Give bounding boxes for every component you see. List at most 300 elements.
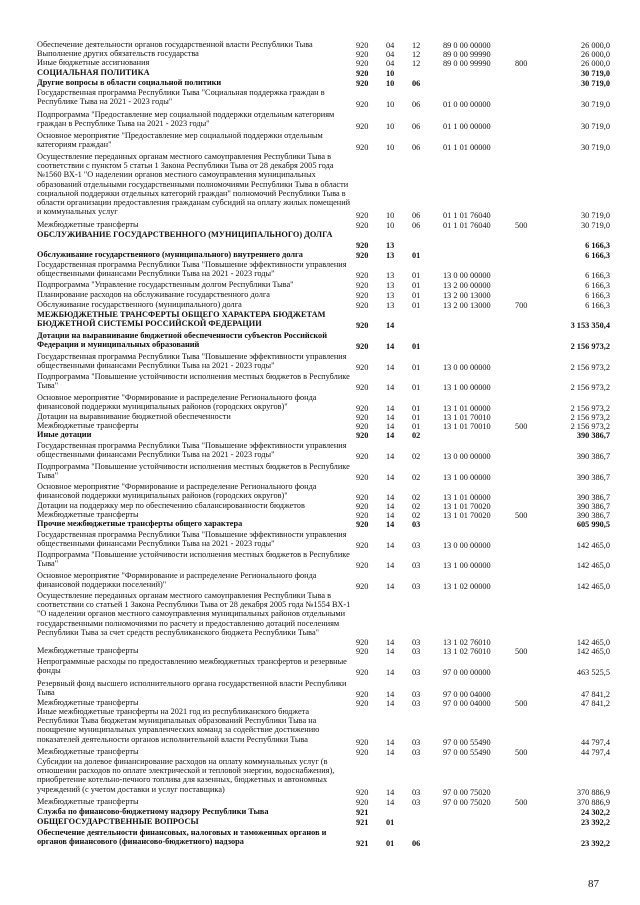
row-section: 14 <box>386 540 395 550</box>
row-target-article: 13 2 00 13000 <box>443 290 491 300</box>
row-subsection: 03 <box>412 581 421 591</box>
row-subsection: 03 <box>412 689 421 699</box>
row-target-article: 13 1 01 70020 <box>443 510 491 520</box>
table-row <box>0 393 640 413</box>
row-expense-type: 800 <box>515 58 528 68</box>
row-section: 10 <box>386 68 395 78</box>
row-section: 14 <box>386 510 395 520</box>
row-name: СОЦИАЛЬНАЯ ПОЛИТИКА <box>37 68 150 77</box>
row-target-article: 13 0 00 00000 <box>443 362 491 372</box>
row-subsection: 03 <box>412 698 421 708</box>
row-amount: 2 156 973,2 <box>570 362 610 372</box>
row-grbs: 920 <box>356 581 369 591</box>
row-target-article: 97 0 00 75020 <box>443 787 491 797</box>
table-row <box>0 260 640 280</box>
row-amount: 390 386,7 <box>576 472 610 482</box>
row-target-article: 01 1 01 76040 <box>443 210 491 220</box>
row-section: 14 <box>386 689 395 699</box>
row-grbs: 920 <box>356 121 369 131</box>
row-name: Иные дотации <box>37 430 92 439</box>
row-section: 13 <box>386 240 395 250</box>
row-grbs: 921 <box>356 807 369 817</box>
row-target-article: 13 0 00 00000 <box>443 540 491 550</box>
row-grbs: 920 <box>356 492 369 502</box>
table-row <box>0 300 640 310</box>
row-grbs: 920 <box>356 412 369 422</box>
table-row <box>0 331 640 351</box>
table-row <box>0 250 640 260</box>
row-section: 10 <box>386 121 395 131</box>
row-subsection: 03 <box>412 637 421 647</box>
row-section: 14 <box>386 581 395 591</box>
row-name: Подпрограмма "Повышение устойчивости исполнения местных бюджетов в Республике Тыва" <box>37 550 350 569</box>
row-grbs: 920 <box>356 362 369 372</box>
row-amount: 390 386,7 <box>576 492 610 502</box>
row-grbs: 920 <box>356 300 369 310</box>
row-expense-type: 500 <box>515 698 528 708</box>
row-target-article: 13 2 00 00000 <box>443 280 491 290</box>
row-name: Подпрограмма "Управление государственным долгом Республики Тыва" <box>37 280 294 289</box>
row-amount: 6 166,3 <box>585 270 610 280</box>
row-subsection: 02 <box>412 492 421 502</box>
row-target-article: 13 1 00 00000 <box>443 472 491 482</box>
row-section: 04 <box>386 40 395 50</box>
row-target-article: 13 1 02 76010 <box>443 646 491 656</box>
row-name: Субсидии на долевое финансирование расходов на оплату коммунальных услуг (в отношении расходов по оплате электрической и тепловой энергии, водоснабжения), приобретение котельно-печного топлива для казенных, бюджетных и автономных учреждений (с учетом доставки и услуг поставщика) <box>37 757 335 794</box>
row-section: 01 <box>386 838 395 848</box>
row-amount: 23 392,2 <box>580 838 610 848</box>
row-subsection: 01 <box>412 300 421 310</box>
table-row <box>0 441 640 461</box>
row-name: Дотации на выравнивание бюджетной обеспеченности субъектов Российской Федерации и муниципальных образований <box>37 331 327 350</box>
row-section: 14 <box>386 560 395 570</box>
row-name: Другие вопросы в области социальной политики <box>37 78 222 87</box>
table-row <box>0 68 640 78</box>
row-name: Обслуживание государственного (муниципального) долга <box>37 300 242 309</box>
row-amount: 2 156 973,2 <box>570 412 610 422</box>
table-row <box>0 747 640 757</box>
row-section: 14 <box>386 320 395 330</box>
row-subsection: 03 <box>412 540 421 550</box>
row-target-article: 13 1 02 76010 <box>443 637 491 647</box>
row-subsection: 01 <box>412 290 421 300</box>
row-section: 14 <box>386 421 395 431</box>
row-target-article: 13 1 02 00000 <box>443 581 491 591</box>
row-grbs: 920 <box>356 49 369 59</box>
row-section: 10 <box>386 78 395 88</box>
row-name: Государственная программа Республики Тыва "Повышение эффективности управления общественными финансами Республики Тыва на 2021 - 2023 годы" <box>37 530 347 549</box>
row-name: Основное мероприятие "Формирование и распределение Регионального фонда финансовой поддержки муниципальных районов (городских округов)" <box>37 393 317 412</box>
row-section: 13 <box>386 280 395 290</box>
row-grbs: 920 <box>356 99 369 109</box>
row-target-article: 97 0 00 55490 <box>443 747 491 757</box>
row-subsection: 03 <box>412 667 421 677</box>
row-subsection: 01 <box>412 412 421 422</box>
row-name: ОБЩЕГОСУДАРСТВЕННЫЕ ВОПРОСЫ <box>37 817 199 826</box>
row-amount: 47 841,2 <box>580 698 610 708</box>
table-row <box>0 310 640 330</box>
row-grbs: 920 <box>356 250 369 260</box>
row-section: 10 <box>386 210 395 220</box>
row-grbs: 920 <box>356 667 369 677</box>
table-row <box>0 290 640 300</box>
row-grbs: 920 <box>356 646 369 656</box>
row-section: 14 <box>386 646 395 656</box>
row-name: Межбюджетные трансферты <box>37 220 139 229</box>
row-expense-type: 500 <box>515 421 528 431</box>
table-row <box>0 78 640 88</box>
row-name: Межбюджетные трансферты <box>37 421 139 430</box>
row-amount: 2 156 973,2 <box>570 421 610 431</box>
row-amount: 30 719,0 <box>580 78 610 88</box>
row-grbs: 920 <box>356 698 369 708</box>
row-amount: 30 719,0 <box>580 220 610 230</box>
row-grbs: 920 <box>356 58 369 68</box>
row-target-article: 97 0 00 04000 <box>443 689 491 699</box>
row-grbs: 920 <box>356 421 369 431</box>
row-subsection: 01 <box>412 270 421 280</box>
row-amount: 142 465,0 <box>576 646 610 656</box>
row-amount: 23 392,2 <box>580 817 610 827</box>
row-amount: 44 797,4 <box>580 737 610 747</box>
row-section: 14 <box>386 667 395 677</box>
row-expense-type: 500 <box>515 510 528 520</box>
row-section: 14 <box>386 737 395 747</box>
row-section: 14 <box>386 492 395 502</box>
row-name: Осуществление переданных органам местного самоуправления Республики Тыва в соответствии с пунктом 5 статьи 1 Закона Республики Тыва от 28 декабря 2005 года №1560 ВХ-1 "О наделении органов местного самоуправления муниципальных образований отдельными государственными полномочиями Республики Тыва в области социальной поддержки отдельных категорий граждан" полномочий Республики Тыва в области организации предоставления гражданам субсидий на оплату жилых помещений и коммунальных услуг <box>37 152 351 217</box>
table-row <box>0 646 640 656</box>
row-grbs: 920 <box>356 519 369 529</box>
row-amount: 6 166,3 <box>585 290 610 300</box>
row-amount: 370 886,9 <box>576 787 610 797</box>
row-amount: 30 719,0 <box>580 99 610 109</box>
row-section: 14 <box>386 403 395 413</box>
row-name: Подпрограмма "Повышение устойчивости исполнения местных бюджетов в Республике Тыва" <box>37 372 350 391</box>
row-grbs: 920 <box>356 430 369 440</box>
row-grbs: 920 <box>356 142 369 152</box>
row-grbs: 921 <box>356 838 369 848</box>
row-grbs: 920 <box>356 403 369 413</box>
row-amount: 30 719,0 <box>580 210 610 220</box>
table-row <box>0 152 640 220</box>
row-grbs: 920 <box>356 540 369 550</box>
row-amount: 2 156 973,2 <box>570 403 610 413</box>
table-row <box>0 757 640 797</box>
row-subsection: 01 <box>412 341 421 351</box>
row-name: Иные межбюджетные трансферты на 2021 год из республиканского бюджета Республики Тыва бюджетам муниципальных образований Республики Тыва на поощрение муниципальных управленческих команд за содействие достижению показателей деятельности органов исполнительной власти Республики Тыва <box>37 707 320 744</box>
row-subsection: 06 <box>412 78 421 88</box>
row-name: Осуществление переданных органам местного самоуправления Республики Тыва в соответствии со статьей 1 Закона Республики Тыва от 28 декабря 2005 года №1554 ВХ-1 "О наделении органов местного самоуправления муниципальных районов отдельными государственными полномочиями по расчету и предоставлению дотаций поселениям Республики Тыва за счет средств республиканского бюджета Республики Тыва" <box>37 591 351 637</box>
row-section: 13 <box>386 270 395 280</box>
row-target-article: 97 0 00 04000 <box>443 698 491 708</box>
table-row <box>0 220 640 230</box>
row-name: Дотации на поддержку мер по обеспечению сбалансированности бюджетов <box>37 501 305 510</box>
row-target-article: 13 1 00 00000 <box>443 382 491 392</box>
row-name: Межбюджетные трансферты <box>37 510 139 519</box>
row-name: Резервный фонд высшего исполнительного органа государственной власти Республики Тыва <box>37 679 347 698</box>
row-section: 14 <box>386 637 395 647</box>
row-subsection: 12 <box>412 40 421 50</box>
row-subsection: 06 <box>412 121 421 131</box>
row-amount: 26 000,0 <box>580 40 610 50</box>
table-row <box>0 550 640 570</box>
row-name: Межбюджетные трансферты <box>37 698 139 707</box>
table-row <box>0 88 640 109</box>
table-row <box>0 131 640 152</box>
row-amount: 44 797,4 <box>580 747 610 757</box>
row-subsection: 06 <box>412 220 421 230</box>
row-grbs: 920 <box>356 637 369 647</box>
table-row <box>0 530 640 550</box>
row-target-article: 01 1 01 00000 <box>443 142 491 152</box>
row-section: 14 <box>386 519 395 529</box>
row-amount: 24 302,2 <box>580 807 610 817</box>
row-grbs: 920 <box>356 747 369 757</box>
row-subsection: 01 <box>412 382 421 392</box>
row-amount: 30 719,0 <box>580 142 610 152</box>
row-section: 14 <box>386 797 395 807</box>
row-grbs: 920 <box>356 290 369 300</box>
row-section: 13 <box>386 250 395 260</box>
row-name: Выполнение других обязательств государства <box>37 49 199 58</box>
row-amount: 3 153 350,4 <box>570 320 610 330</box>
row-section: 14 <box>386 501 395 511</box>
row-subsection: 06 <box>412 210 421 220</box>
row-target-article: 13 2 00 13000 <box>443 300 491 310</box>
row-grbs: 920 <box>356 510 369 520</box>
row-amount: 26 000,0 <box>580 49 610 59</box>
row-amount: 2 156 973,2 <box>570 341 610 351</box>
row-subsection: 06 <box>412 838 421 848</box>
row-section: 14 <box>386 472 395 482</box>
row-name: Подпрограмма "Предоставление мер социальной поддержки отдельным категориям граждан в Республике Тыва на 2021 - 2023 годы" <box>37 110 335 129</box>
row-section: 13 <box>386 290 395 300</box>
row-amount: 390 386,7 <box>576 501 610 511</box>
row-name: Служба по финансово-бюджетному надзору Республики Тыва <box>37 807 269 816</box>
row-expense-type: 700 <box>515 300 528 310</box>
row-grbs: 920 <box>356 560 369 570</box>
row-name: Межбюджетные трансферты <box>37 747 139 756</box>
row-section: 14 <box>386 747 395 757</box>
row-name: Подпрограмма "Повышение устойчивости исполнения местных бюджетов в Республике Тыва" <box>37 462 350 481</box>
row-name: Основное мероприятие "Формирование и распределение Регионального фонда финансовой поддержки муниципальных районов (городских округов)" <box>37 482 317 501</box>
row-subsection: 03 <box>412 737 421 747</box>
row-grbs: 920 <box>356 382 369 392</box>
table-row <box>0 519 640 529</box>
row-name: Основное мероприятие "Предоставление мер социальной поддержки отдельным категориям граждан" <box>37 131 323 150</box>
row-amount: 6 166,3 <box>585 240 610 250</box>
row-target-article: 13 1 01 00000 <box>443 403 491 413</box>
row-section: 14 <box>386 382 395 392</box>
row-subsection: 02 <box>412 430 421 440</box>
row-grbs: 920 <box>356 787 369 797</box>
row-amount: 30 719,0 <box>580 121 610 131</box>
row-target-article: 01 1 01 76040 <box>443 220 491 230</box>
row-section: 10 <box>386 220 395 230</box>
row-subsection: 03 <box>412 646 421 656</box>
row-subsection: 03 <box>412 560 421 570</box>
row-subsection: 02 <box>412 472 421 482</box>
row-target-article: 89 0 00 99990 <box>443 49 491 59</box>
row-amount: 142 465,0 <box>576 540 610 550</box>
table-row <box>0 591 640 647</box>
row-target-article: 13 1 01 70020 <box>443 501 491 511</box>
row-grbs: 920 <box>356 270 369 280</box>
row-expense-type: 500 <box>515 747 528 757</box>
row-name: Непрограммные расходы по предоставлению межбюджетных трансфертов и резервные фонды <box>37 657 347 676</box>
row-name: Основное мероприятие "Формирование и распределение Регионального фонда финансовой поддержки поселений)" <box>37 571 317 590</box>
row-grbs: 920 <box>356 797 369 807</box>
row-section: 10 <box>386 142 395 152</box>
row-name: Планирование расходов на обслуживание государственного долга <box>37 290 270 299</box>
row-amount: 390 386,7 <box>576 451 610 461</box>
table-row <box>0 817 640 827</box>
row-subsection: 06 <box>412 99 421 109</box>
row-section: 01 <box>386 817 395 827</box>
row-subsection: 03 <box>412 797 421 807</box>
row-subsection: 02 <box>412 451 421 461</box>
row-amount: 6 166,3 <box>585 300 610 310</box>
row-amount: 2 156 973,2 <box>570 382 610 392</box>
table-row <box>0 657 640 677</box>
row-amount: 605 990,5 <box>576 519 610 529</box>
row-grbs: 920 <box>356 78 369 88</box>
row-grbs: 920 <box>356 472 369 482</box>
row-section: 04 <box>386 58 395 68</box>
row-subsection: 01 <box>412 362 421 372</box>
row-subsection: 01 <box>412 280 421 290</box>
row-amount: 390 386,7 <box>576 430 610 440</box>
row-target-article: 13 1 01 70010 <box>443 421 491 431</box>
row-subsection: 02 <box>412 510 421 520</box>
row-section: 14 <box>386 412 395 422</box>
row-name: Обеспечение деятельности финансовых, налоговых и таможенных органов и органов финансового (финансово-бюджетного) надзора <box>37 828 327 847</box>
table-row <box>0 707 640 747</box>
row-amount: 142 465,0 <box>576 637 610 647</box>
row-grbs: 920 <box>356 689 369 699</box>
row-subsection: 03 <box>412 747 421 757</box>
table-row <box>0 230 640 250</box>
row-target-article: 13 1 00 00000 <box>443 560 491 570</box>
row-amount: 142 465,0 <box>576 560 610 570</box>
row-grbs: 920 <box>356 280 369 290</box>
table-row <box>0 372 640 392</box>
row-amount: 463 525,5 <box>576 667 610 677</box>
row-name: Обслуживание государственного (муниципального) внутреннего долга <box>37 250 303 259</box>
row-grbs: 920 <box>356 220 369 230</box>
row-expense-type: 500 <box>515 220 528 230</box>
row-target-article: 89 0 00 99990 <box>443 58 491 68</box>
row-section: 14 <box>386 787 395 797</box>
row-grbs: 920 <box>356 737 369 747</box>
row-target-article: 97 0 00 55490 <box>443 737 491 747</box>
row-grbs: 920 <box>356 501 369 511</box>
row-section: 14 <box>386 341 395 351</box>
row-grbs: 920 <box>356 320 369 330</box>
table-row <box>0 58 640 68</box>
row-name: Государственная программа Республики Тыва "Социальная поддержка граждан в Республике Тыва на 2021 - 2023 годы" <box>37 88 325 107</box>
row-target-article: 97 0 00 75020 <box>443 797 491 807</box>
row-name: Государственная программа Республики Тыва "Повышение эффективности управления общественными финансами Республики Тыва на 2021 - 2023 годы" <box>37 260 347 279</box>
table-row <box>0 430 640 440</box>
table-row <box>0 352 640 372</box>
row-grbs: 920 <box>356 210 369 220</box>
row-name: Межбюджетные трансферты <box>37 646 139 655</box>
row-grbs: 920 <box>356 68 369 78</box>
row-section: 14 <box>386 430 395 440</box>
row-amount: 142 465,0 <box>576 581 610 591</box>
table-row <box>0 482 640 502</box>
row-grbs: 920 <box>356 451 369 461</box>
row-target-article: 97 0 00 00000 <box>443 667 491 677</box>
row-name: Государственная программа Республики Тыва "Повышение эффективности управления общественными финансами Республики Тыва на 2021 - 2023 годы" <box>37 352 347 371</box>
row-subsection: 03 <box>412 787 421 797</box>
table-row <box>0 280 640 290</box>
row-amount: 6 166,3 <box>585 280 610 290</box>
row-expense-type: 500 <box>515 646 528 656</box>
row-name: Иные бюджетные ассигнования <box>37 58 150 67</box>
page-number: 87 <box>588 878 599 890</box>
row-grbs: 921 <box>356 817 369 827</box>
row-amount: 370 886,9 <box>576 797 610 807</box>
table-row <box>0 110 640 131</box>
row-name: ОБСЛУЖИВАНИЕ ГОСУДАРСТВЕННОГО (МУНИЦИПАЛЬНОГО) ДОЛГА <box>37 230 333 239</box>
row-amount: 30 719,0 <box>580 68 610 78</box>
table-row <box>0 797 640 807</box>
row-section: 14 <box>386 362 395 372</box>
row-subsection: 01 <box>412 403 421 413</box>
table-row <box>0 679 640 699</box>
row-target-article: 01 0 00 00000 <box>443 99 491 109</box>
row-subsection: 01 <box>412 421 421 431</box>
row-section: 14 <box>386 698 395 708</box>
table-row <box>0 828 640 848</box>
table-row <box>0 807 640 817</box>
row-target-article: 13 0 00 00000 <box>443 270 491 280</box>
row-target-article: 01 1 00 00000 <box>443 121 491 131</box>
row-name: Государственная программа Республики Тыва "Повышение эффективности управления общественными финансами Республики Тыва на 2021 - 2023 годы" <box>37 441 347 460</box>
row-target-article: 89 0 00 00000 <box>443 40 491 50</box>
row-subsection: 01 <box>412 250 421 260</box>
row-expense-type: 500 <box>515 797 528 807</box>
row-target-article: 13 0 00 00000 <box>443 451 491 461</box>
row-grbs: 920 <box>356 240 369 250</box>
row-subsection: 03 <box>412 519 421 529</box>
row-amount: 6 166,3 <box>585 250 610 260</box>
table-row <box>0 571 640 591</box>
row-section: 10 <box>386 99 395 109</box>
row-name: Обеспечение деятельности органов государственной власти Республики Тыва <box>37 40 313 49</box>
row-grbs: 920 <box>356 341 369 351</box>
row-name: Дотации на выравнивание бюджетной обеспеченности <box>37 412 231 421</box>
row-subsection: 06 <box>412 142 421 152</box>
row-amount: 390 386,7 <box>576 510 610 520</box>
row-name: МЕЖБЮДЖЕТНЫЕ ТРАНСФЕРТЫ ОБЩЕГО ХАРАКТЕРА БЮДЖЕТАМ БЮДЖЕТНОЙ СИСТЕМЫ РОССИЙСКОЙ ФЕДЕРАЦИИ <box>37 310 326 329</box>
row-name: Межбюджетные трансферты <box>37 797 139 806</box>
row-subsection: 12 <box>412 49 421 59</box>
row-section: 04 <box>386 49 395 59</box>
row-subsection: 02 <box>412 501 421 511</box>
row-amount: 26 000,0 <box>580 58 610 68</box>
row-target-article: 13 1 01 70010 <box>443 412 491 422</box>
row-grbs: 920 <box>356 40 369 50</box>
row-target-article: 13 1 01 00000 <box>443 492 491 502</box>
row-subsection: 12 <box>412 58 421 68</box>
row-name: Прочие межбюджетные трансферты общего характера <box>37 519 243 528</box>
row-amount: 47 841,2 <box>580 689 610 699</box>
row-section: 14 <box>386 451 395 461</box>
row-section: 13 <box>386 300 395 310</box>
